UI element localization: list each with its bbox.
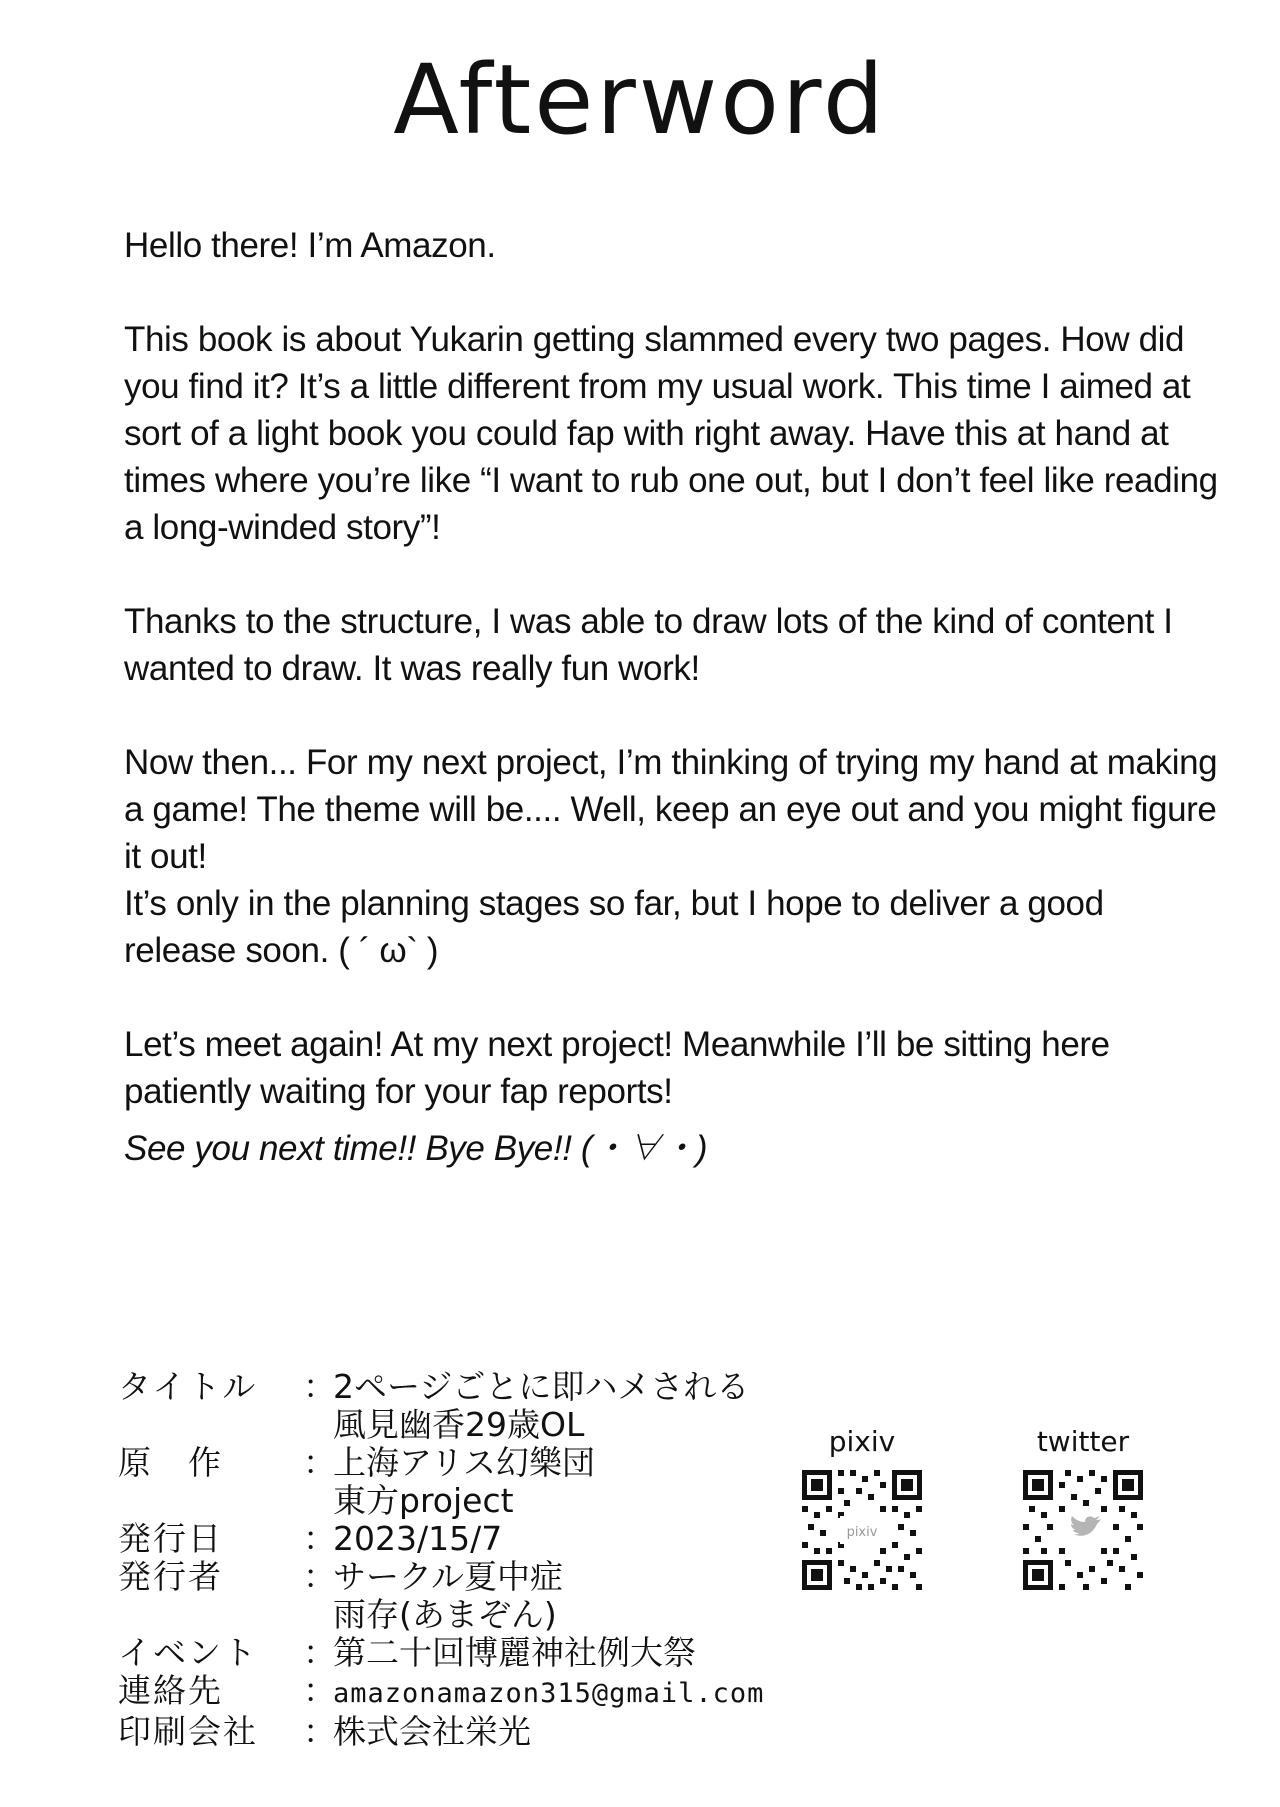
colophon-publisher-value-2: 雨存(あまぞん) [333, 1595, 557, 1634]
twitter-qr-code-icon[interactable] [1021, 1468, 1145, 1592]
paragraph-signoff: See you next time!! Bye Bye!! (・∀・) [124, 1129, 708, 1168]
colophon-separator: ： [303, 1367, 336, 1406]
colophon-publisher-value-1: サークル夏中症 [333, 1557, 564, 1596]
twitter-label: twitter [1036, 1425, 1130, 1458]
colophon-event-label: イベント [118, 1633, 258, 1672]
colophon-separator: ： [303, 1671, 336, 1710]
colophon-original-value-1: 上海アリス幻樂団 [333, 1443, 596, 1482]
pixiv-qr-block [797, 1425, 927, 1592]
afterword-body [124, 222, 1224, 1219]
colophon-printer-row [118, 1713, 818, 1751]
colophon-publisher-label: 発行者 [118, 1557, 223, 1596]
colophon-title-value-1: 2ページごとに即ハメされる [333, 1367, 750, 1406]
colophon-title-row-2 [118, 1406, 818, 1444]
colophon-separator: ： [303, 1712, 336, 1751]
colophon-publisher-row-2 [118, 1596, 818, 1634]
colophon-printer-label: 印刷会社 [118, 1712, 258, 1751]
colophon-separator: ： [303, 1443, 336, 1482]
paragraph-structure: Thanks to the structure, I was able to draw lots of the kind of content I wanted to draw. It was really fun work! [124, 602, 1173, 688]
pixiv-qr-code-icon[interactable] [800, 1468, 924, 1592]
colophon-title-value-2: 風見幽香29歳OL [333, 1405, 585, 1444]
paragraph-planning: It’s only in the planning stages so far, but I hope to deliver a good release soon. ( ´ ω` ) [124, 884, 1104, 970]
colophon-separator: ： [303, 1519, 336, 1558]
colophon-original-value-2: 東方project [333, 1481, 514, 1520]
colophon-original-row-2 [118, 1482, 818, 1520]
colophon-event-value: 第二十回博麗神社例大祭 [333, 1633, 696, 1672]
colophon-original-label: 原 作 [118, 1443, 223, 1482]
colophon-contact-email: amazonamazon315@gmail.com [333, 1678, 765, 1709]
colophon-date-row [118, 1520, 818, 1558]
paragraph-meet-again: Let’s meet again! At my next project! Meanwhile I’ll be sitting here patiently waiting for your fap reports! [124, 1025, 1110, 1111]
colophon-contact-label: 連絡先 [118, 1671, 223, 1710]
colophon-original-row [118, 1444, 818, 1482]
colophon-separator: ： [303, 1557, 336, 1596]
pixiv-qr-center-text: pixiv [846, 1525, 878, 1540]
colophon-printer-value: 株式会社栄光 [333, 1712, 531, 1751]
paragraph-about-book: This book is about Yukarin getting slammed every two pages. How did you find it? It’s a little different from my usual work. This time I aimed at sort of a light book you could fap with right away. Have this at hand at times where you’re like “I want to rub one out, but I don’t feel like reading a long-winded story”! [124, 320, 1218, 547]
paragraph-greeting: Hello there! I’m Amazon. [124, 226, 496, 265]
twitter-qr-block [1018, 1425, 1148, 1592]
colophon-publisher-row [118, 1558, 818, 1596]
colophon-event-row [118, 1634, 818, 1672]
colophon-date-value: 2023/15/7 [333, 1519, 503, 1558]
pixiv-label: pixiv [828, 1425, 896, 1458]
colophon [118, 1368, 818, 1751]
colophon-title-row [118, 1368, 818, 1406]
paragraph-next-project: Now then... For my next project, I’m thinking of trying my hand at making a game! The theme will be.... Well, keep an eye out and you might figure it out! [124, 743, 1218, 876]
colophon-date-label: 発行日 [118, 1519, 223, 1558]
colophon-contact-row [118, 1672, 818, 1713]
colophon-title-label: タイトル [118, 1367, 258, 1406]
page-title: Afterword [393, 44, 887, 156]
colophon-separator: ： [303, 1633, 336, 1672]
